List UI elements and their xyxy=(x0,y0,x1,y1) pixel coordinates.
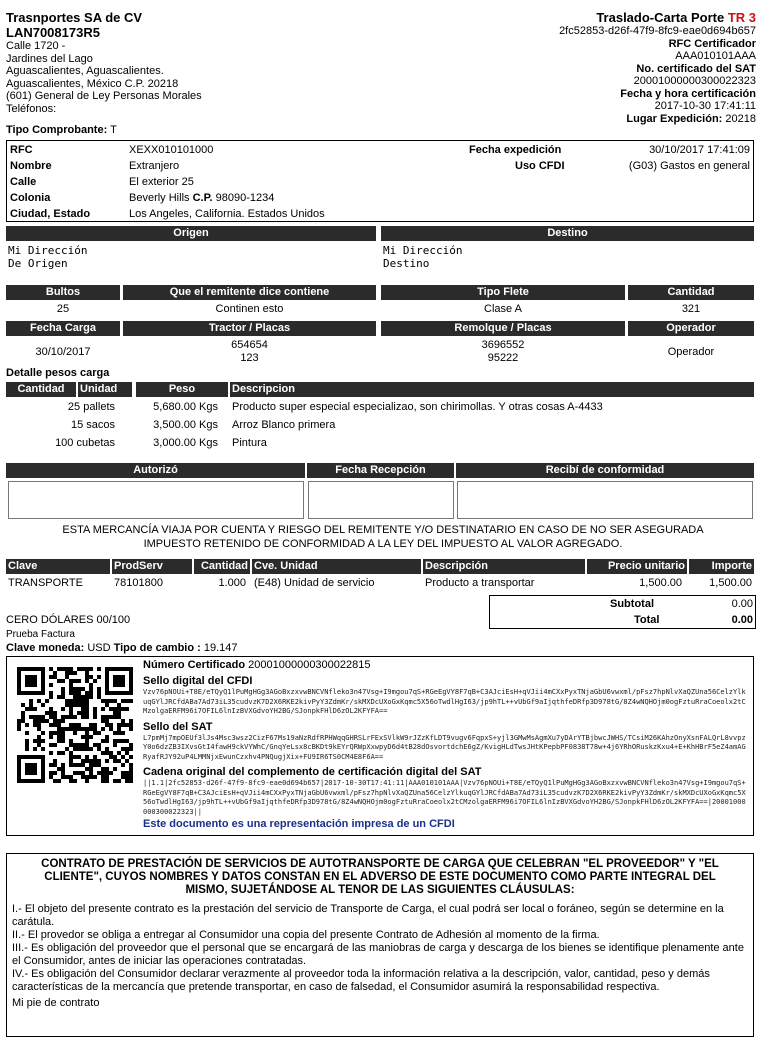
emisor-nombre: Trasnportes SA de CV xyxy=(6,10,143,25)
cadena-label: Cadena original del complemento de certificación digital del SAT xyxy=(143,766,482,778)
cp-label: C.P. xyxy=(192,192,213,204)
fecha-recepcion-box xyxy=(308,481,454,519)
num-cert-label: Número Certificado xyxy=(143,659,246,671)
tractor-line-2: 123 xyxy=(240,352,259,364)
totales-box xyxy=(489,595,756,629)
emisor-direccion-3: Aguascalientes, Aguascalientes. xyxy=(6,65,164,77)
total-value: 0.00 xyxy=(731,614,753,626)
pesos-row-1-peso: 5,680.00 Kgs xyxy=(153,401,218,413)
pesos-title: Detalle pesos carga xyxy=(6,367,110,379)
cadena-original: ||1.1|2fc52853-d26f-47f9-8fc9-eae0d694b657|2017-10-30T17:41:11|AAA010101AAA|Vzv76pNOUi+T8E/eTQyQ1lPuMgHGg3AGoBxzxvwBNCVNfleko3n47Vsg+I9mgou7qS+RGeEgVY8F7qB+C3AJciEsH+qVJii4mCXxPyxTNjaGbU6vwxml/pFsz7hpNlvXaQZUna56CelzYlkuqGYlJRCfdABa7Ad73iL35cudvzK7D2X6RKE2kivPyY3ZdmKr/skMXDcUXoGxKqmc5X56oTwdlHgI63/jp9hTL++vUbGf9aIjqthfeDRfp3D978tG/8Z4wNQHOjm0ogFztuRraCoeolx2tCMzolgaERFM96i7OFIL6lnIzBVXGdvoYH2BG/SJonpkFHlD6zOL2KFYFA==|20001000000300022323|| xyxy=(143,779,746,816)
receptor-nombre: Extranjero xyxy=(129,160,180,172)
fecha-exp: 30/10/2017 17:41:09 xyxy=(649,144,750,156)
receptor-box xyxy=(6,140,754,222)
ciudad-label: Ciudad, Estado xyxy=(10,208,91,220)
pesos-peso-header: Peso xyxy=(136,382,228,397)
remolque-line-2: 95222 xyxy=(487,352,519,364)
contrato-clausulas xyxy=(12,903,748,1010)
nombre-label: Nombre xyxy=(10,160,52,172)
operador-header: Operador xyxy=(628,321,754,336)
fecha-cert: 2017-10-30 17:41:11 xyxy=(654,100,756,112)
leyenda xyxy=(0,523,766,551)
clausula-1: I.- El objeto del presente contrato es la prestación del servicio de Transporte de Carga, el cual podrá ser local o foráneo, según se determine en la carátula. xyxy=(12,903,724,928)
origen-line-1: Mi Dirección xyxy=(8,244,88,257)
concepto-importe: 1,500.00 xyxy=(709,577,752,589)
concepto-cantidad: 1.000 xyxy=(218,577,246,589)
destino-line-2: Destino xyxy=(383,257,430,270)
leyenda-line-2: IMPUESTO RETENIDO DE CONFORMIDAD A LA LEY DEL IMPUESTO AL VALOR AGREGADO. xyxy=(143,538,623,550)
num-cert-line xyxy=(143,658,747,672)
fecha-cert-label: Fecha y hora certificación xyxy=(620,87,756,100)
timbre-content xyxy=(143,658,747,831)
pesos-row-3-cantidad: 100 cubetas xyxy=(55,437,115,449)
remolque-values xyxy=(381,339,625,365)
documento-titulo-line xyxy=(396,10,756,25)
leyenda-line-1: ESTA MERCANCÍA VIAJA POR CUENTA Y RIESGO DEL REMITENTE Y/O DESTINATARIO EN CASO DE NO SER ASEGURADA xyxy=(62,524,704,536)
contenido-value: Continen esto xyxy=(215,303,284,315)
fecha-carga-value: 30/10/2017 xyxy=(35,346,91,358)
importe-letra: CERO DÓLARES 00/100 xyxy=(6,614,131,626)
representacion-impresa: Este documento es una representación impresa de un CFDI xyxy=(143,818,455,830)
contrato-box xyxy=(6,853,754,1037)
concepto-cantidad-header: Cantidad xyxy=(194,559,250,574)
rfc-certificador: AAA010101AAA xyxy=(675,50,756,62)
pesos-row-2-peso: 3,500.00 Kgs xyxy=(153,419,218,431)
concepto-unidad-header: Cve. Unidad xyxy=(252,559,421,574)
tipo-cambio-value: 19.147 xyxy=(203,642,238,654)
tractor-line-1: 654654 xyxy=(231,339,268,351)
emisor-direccion-4: Aguascalientes, México C.P. 20218 xyxy=(6,77,179,90)
pesos-cantidad-header: Cantidad xyxy=(6,382,76,397)
lugar-expedicion xyxy=(396,113,756,126)
concepto-desc: Producto a transportar xyxy=(425,577,535,589)
fecha-recepcion-header: Fecha Recepción xyxy=(307,463,454,478)
pesos-row-2-desc: Arroz Blanco primera xyxy=(232,419,336,431)
destino-text xyxy=(383,244,462,270)
documento-block xyxy=(396,10,756,125)
pesos-row-3-peso: 3,000.00 Kgs xyxy=(153,437,218,449)
no-cert-sat-label: No. certificado del SAT xyxy=(636,62,756,75)
emisor-regimen: (601) General de Ley Personas Morales xyxy=(6,90,202,102)
pesos-desc-header: Descripcion xyxy=(230,382,754,397)
contrato-titulo: CONTRATO DE PRESTACIÓN DE SERVICIOS DE AUTOTRANSPORTE DE CARGA QUE CELEBRAN "EL PROVEEDOR" Y "EL CLIENTE", CUYOS NOMBRES Y DATOS CONSTAN EN EL ADVERSO DE ESTE DOCUMENTO COMO PARTE INTEGRAL DEL MISMO, SUJETÁNDOSE AL TENOR DE LAS SIGUIENTES CLÁUSULAS: xyxy=(41,858,719,896)
uso-cfdi-label: Uso CFDI xyxy=(515,160,565,172)
uso-cfdi: (G03) Gastos en general xyxy=(628,160,750,172)
moneda-line xyxy=(6,642,238,654)
cantidad-value: 321 xyxy=(681,303,701,315)
subtotal-label: Subtotal xyxy=(610,598,654,610)
fecha-exp-label: Fecha expedición xyxy=(469,144,562,156)
remolque-line-1: 3696552 xyxy=(481,339,525,351)
autorizo-firma-box xyxy=(8,481,304,519)
concepto-importe-header: Importe xyxy=(689,559,754,574)
recibi-header: Recibí de conformidad xyxy=(456,463,754,478)
prueba-factura: Prueba Factura xyxy=(6,629,75,640)
lugar-exp-label: Lugar Expedición: xyxy=(626,112,723,125)
remolque-header: Remolque / Placas xyxy=(381,321,625,336)
concepto-desc-header: Descripción xyxy=(423,559,585,574)
sello-sat: L7pmMj7mpOEUf3lJs4Msc3wsz2CizF67Ms19aNzRdfRPHWqqGHRSLrFExSVlkW9rJZzKfLDT9vugv6FqpxS+yjl3GMwMsAgmXu7yDArYTBjbwcJWHS/TCsiM26KAhzOnyXsnFALQrL8vvpzY0o6dzZB3IXvsGtI4fawH9ckVYWhC/GnqYeLsx8cBKDt9kEYrQRWpXxwpyD6d4tB28dOsvortdchE6gZ/KvigHLdTwsJHtKPepbPF0838T78w+4j6YRhORuskzKxu4+E+KhHBrF5eZ4amAGRyafRJY92uP4LMMNjxEwunCzxhv4PNQugjXix+FU9IR6TS0CM4E8F6A== xyxy=(143,733,746,761)
origen-text xyxy=(8,244,87,270)
contenido-header: Que el remitente dice contiene xyxy=(123,285,376,300)
fecha-carga-header: Fecha Carga xyxy=(6,321,120,336)
cantidad-header: Cantidad xyxy=(628,285,754,300)
emisor-telefonos: Teléfonos: xyxy=(6,102,57,115)
receptor-cp: 98090-1234 xyxy=(215,192,275,204)
clausula-2: II.- El provedor se obliga a entregar al Consumidor una copia del presente Contrato de Adhesión al momento de la firma. xyxy=(12,929,600,941)
concepto-unidad: (E48) Unidad de servicio xyxy=(254,577,375,589)
emisor-rfc: LAN7008173R5 xyxy=(6,25,100,40)
tipo-comprobante-label: Tipo Comprobante: xyxy=(6,124,108,136)
num-cert: 20001000000300022815 xyxy=(248,659,371,671)
autorizo-header: Autorizó xyxy=(6,463,305,478)
concepto-prodserv: 78101800 xyxy=(114,577,163,589)
colonia-label: Colonia xyxy=(10,192,51,204)
bultos-header: Bultos xyxy=(6,285,120,300)
emisor-direccion-2: Jardines del Lago xyxy=(6,52,93,65)
tractor-header: Tractor / Placas xyxy=(123,321,376,336)
timbre-box xyxy=(6,656,754,836)
rfc-certificador-label: RFC Certificador xyxy=(668,37,756,50)
sello-cfdi: Vzv76pNOUi+T8E/eTQyQ1lPuMgHGg3AGoBxzxvwBNCVNfleko3n47Vsg+I9mgou7qS+RGeEgVY8F7qB+C3AJciEsH+qVJii4mCXxPyxTNjaGbU6vwxml/pFsz7hpNlvXaQZUna56CelzYlkuqGYlJRCfdABa7Ad73iL35cudvzK7D2X6RKE2kivPyY3ZdmKr/skMXDcUXoGxKqmc5X56oTwdlHgI63/jp9hTL++vUbGf9aIjqthfeDRfp3D978tG/8Z4wNQHOjm0ogFztuRraCoeolx2tCMzolgaERFM96i7OFIL6lnIzBVXGdvoYH2BG/SJonpkFHlD6zOL2KFYFA== xyxy=(143,688,746,715)
calle-label: Calle xyxy=(10,176,37,188)
origen-line-2: De Origen xyxy=(8,257,68,270)
pesos-row-3-desc: Pintura xyxy=(232,437,267,449)
tipo-comprobante-value: T xyxy=(110,124,117,136)
concepto-clave-header: Clave xyxy=(6,559,110,574)
receptor-ciudad: Los Angeles, California. Estados Unidos xyxy=(129,208,325,220)
pesos-row-2-cantidad: 15 sacos xyxy=(70,419,115,431)
lugar-exp: 20218 xyxy=(725,112,756,125)
clausula-4: IV.- Es obligación del Consumidor declarar verazmente al proveedor toda la información relativa a la descripción, valor, cantidad, peso y demás características de la mercancía que pretende transportar, en caso de falsedad, el Consumidor asumirá la responsabilidad respectiva. xyxy=(12,968,710,993)
recibi-firma-box xyxy=(457,481,753,519)
qr-code xyxy=(17,667,133,783)
receptor-colonia-line xyxy=(129,192,274,204)
origen-header: Origen xyxy=(6,226,376,241)
documento-serie: TR 3 xyxy=(727,10,756,25)
sello-sat-label: Sello del SAT xyxy=(143,720,213,733)
moneda-value: USD xyxy=(87,642,111,654)
concepto-precio-header: Precio unitario xyxy=(587,559,687,574)
total-label: Total xyxy=(634,614,660,626)
pesos-unidad-header: Unidad xyxy=(78,382,132,397)
tipo-cambio-label: Tipo de cambio : xyxy=(113,642,201,654)
destino-line-1: Mi Dirección xyxy=(383,244,463,257)
operador-value: Operador xyxy=(667,346,715,358)
rfc-label: RFC xyxy=(10,144,33,156)
no-cert-sat: 20001000000300022323 xyxy=(633,75,756,87)
moneda-label: Clave moneda: xyxy=(6,642,85,654)
documento-titulo: Traslado-Carta Porte xyxy=(596,10,725,25)
receptor-calle: El exterior 25 xyxy=(129,176,194,188)
tipo-flete-value: Clase A xyxy=(484,303,522,315)
tractor-values xyxy=(123,339,376,365)
emisor-direccion-1: Calle 1720 - xyxy=(6,40,66,52)
sello-cfdi-label: Sello digital del CFDI xyxy=(143,675,253,687)
bultos-value: 25 xyxy=(56,303,70,315)
receptor-rfc: XEXX010101000 xyxy=(129,144,214,156)
clausula-3: III.- Es obligación del proveedor que el personal que se encargará de las maniobras de carga y descarga de los bienes se identifique plenamente ante el Consumidor, antes de iniciar las operaciones contratadas. xyxy=(12,942,744,967)
pesos-row-1-cantidad: 25 pallets xyxy=(67,401,115,413)
tipo-comprobante xyxy=(6,124,117,136)
destino-header: Destino xyxy=(381,226,754,241)
receptor-colonia: Beverly Hills xyxy=(129,192,190,204)
concepto-prodserv-header: ProdServ xyxy=(112,559,192,574)
concepto-clave: TRANSPORTE xyxy=(8,577,83,589)
emisor-block xyxy=(6,10,406,115)
concepto-precio: 1,500.00 xyxy=(639,577,682,589)
contrato-pie: Mi pie de contrato xyxy=(12,997,100,1009)
subtotal-value: 0.00 xyxy=(731,598,753,610)
pesos-row-1-desc: Producto super especial especializao, son chirimollas. Y otras cosas A-4433 xyxy=(232,401,603,413)
tipo-flete-header: Tipo Flete xyxy=(381,285,625,300)
documento-uuid: 2fc52853-d26f-47f9-8fc9-eae0d694b657 xyxy=(559,25,756,37)
